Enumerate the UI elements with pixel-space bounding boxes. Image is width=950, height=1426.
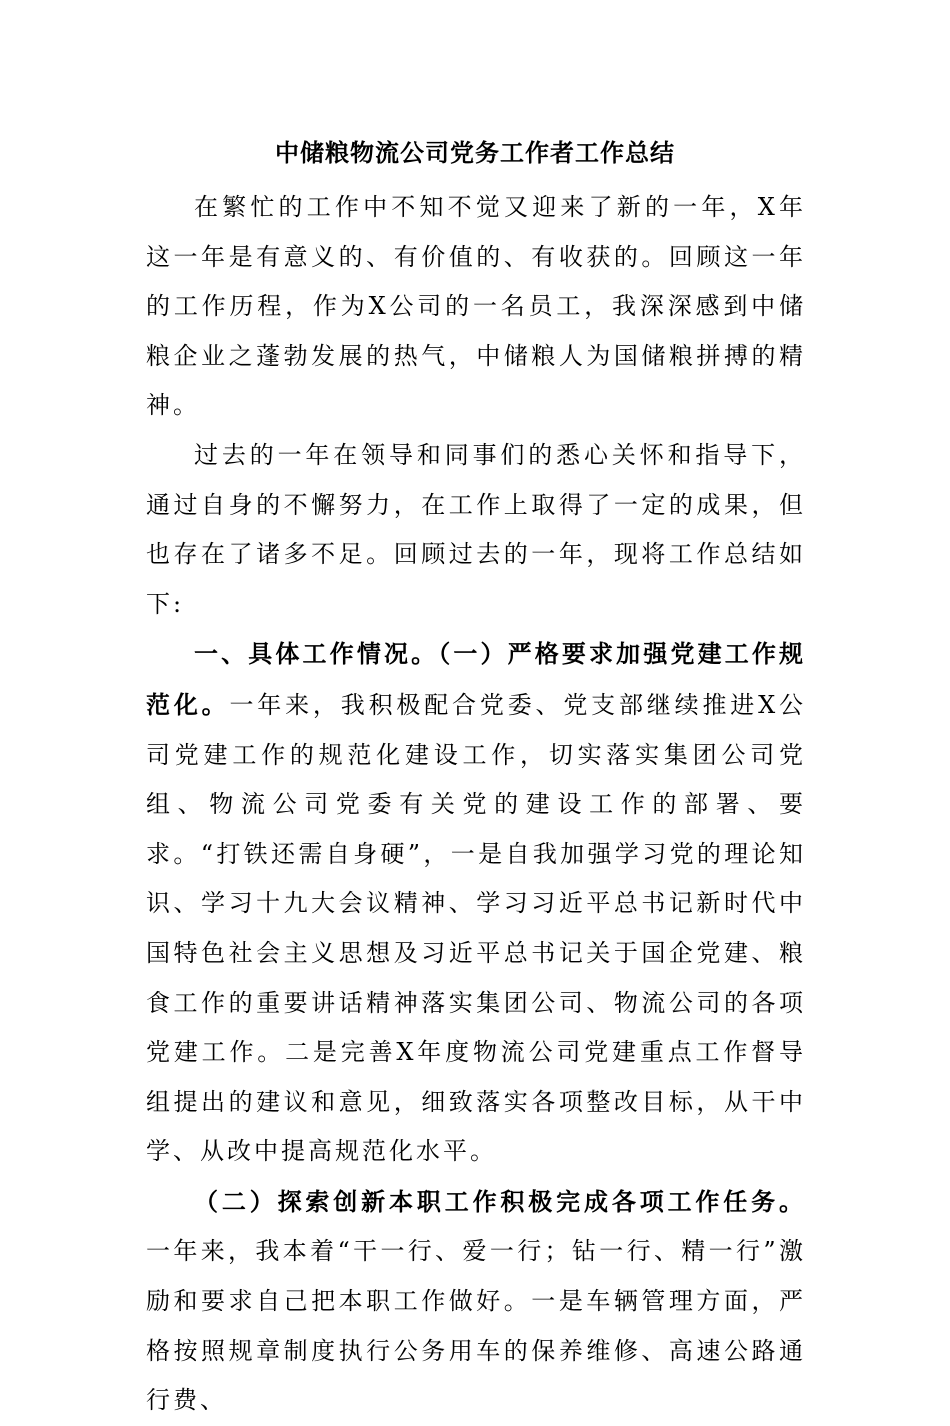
paragraph-4	[146, 1177, 806, 1426]
paragraph-2	[146, 431, 806, 629]
paragraph-4-text: 一年来，我本着“干一行、爱一行；钻一行、精一行”激励和要求自己把本职工作做好。一是车辆管理方面，严格按照规章制度执行公务用车的保养维修、高速公路通行费、	[146, 1237, 806, 1415]
paragraph-1-text: 在繁忙的工作中不知不觉又迎来了新的一年，X年这一年是有意义的、有价值的、有收获的。回顾这一年的工作历程，作为X公司的一名员工，我深深感到中储粮企业之蓬勃发展的热气，中储粮人为国储粮拼搏的精神。	[146, 193, 806, 420]
document-body	[146, 183, 806, 1426]
section-heading-1: 一、具体工作情况。（一）严格要求加强党建工作规范化。	[146, 639, 806, 719]
paragraph-3-text: 一年来，我积极配合党委、党支部继续推进X公司党建工作的规范化建设工作，切实落实集团公司党组、物流公司党委有关党的建设工作的部署、要求。“打铁还需自身硬”，一是自我加强学习党的理论知识、学习十九大会议精神、学习习近平总书记新时代中国特色社会主义思想及习近平总书记关于国企党建、粮食工作的重要讲话精神落实集团公司、物流公司的各项党建工作。二是完善X年度物流公司党建重点工作督导组提出的建议和意见，细致落实各项整改目标，从干中学、从改中提高规范化水平。	[146, 690, 806, 1166]
paragraph-1	[146, 183, 806, 431]
document-title: 中储粮物流公司党务工作者工作总结	[275, 138, 675, 167]
paragraph-3	[146, 629, 806, 1177]
paragraph-2-text: 过去的一年在领导和同事们的悉心关怀和指导下，通过自身的不懈努力，在工作上取得了一定的成果，但也存在了诸多不足。回顾过去的一年，现将工作总结如下:	[146, 440, 806, 618]
section-heading-2: （二）探索创新本职工作积极完成各项工作任务。	[194, 1186, 806, 1216]
